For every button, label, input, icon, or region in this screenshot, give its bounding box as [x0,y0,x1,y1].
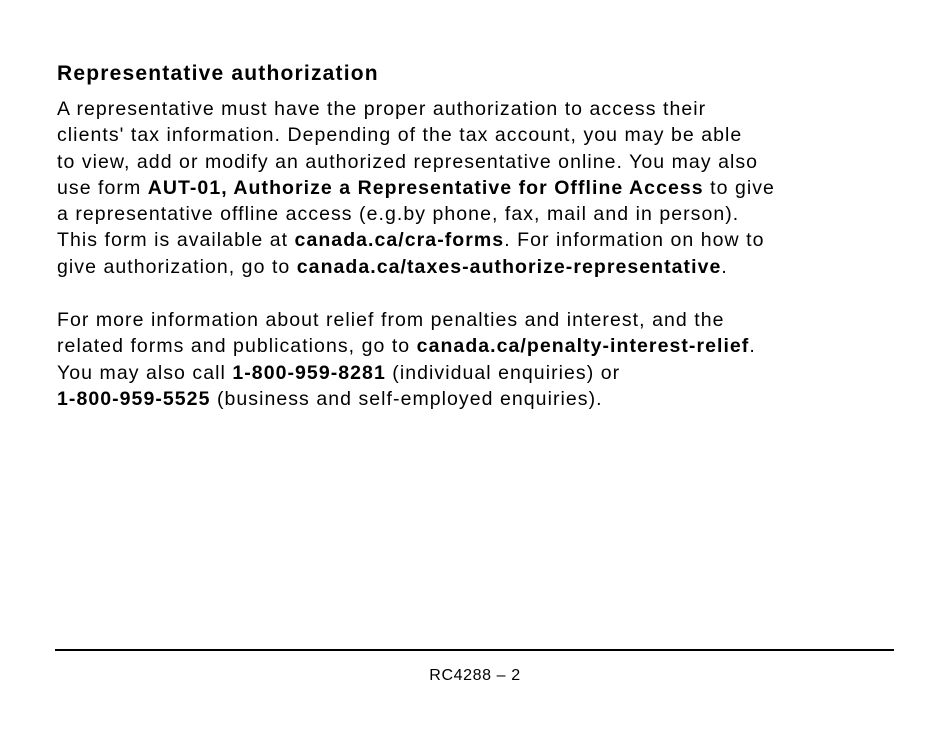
paragraph-line: clients' tax information. Depending of the tax account, you may be able [57,124,743,147]
line-text: . [721,255,728,278]
paragraph-line: to view, add or modify an authorized representative online. You may also [57,150,759,173]
paragraph-line [57,254,775,280]
section-heading: Representative authorization [57,62,379,85]
relief-info-paragraph [57,307,756,412]
line-text: related forms and publications, go to [57,335,417,358]
paragraph-line: For more information about relief from penalties and interest, and the [57,309,725,331]
paragraph-line: a representative offline access (e.g.by phone, fax, mail and in person). [57,203,740,226]
page-footer: RC4288 – 2 [429,667,521,684]
authorize-representative-link[interactable]: canada.ca/taxes-authorize-representative [296,255,722,278]
line-text: . [749,335,756,358]
forms-link[interactable]: canada.ca/cra-forms [294,229,505,252]
paragraph-line [57,333,756,359]
paragraph-line [57,227,775,253]
paragraph-line [57,386,756,412]
line-text: to give [703,176,775,199]
paragraph-line [57,360,756,386]
line-text: . For information on how to [504,229,765,252]
line-text: You may also call [57,361,233,384]
authorization-paragraph [57,96,775,280]
individual-phone-number: 1-800-959-8281 [232,361,386,384]
line-text: (business and self-employed enquiries). [210,387,603,410]
footer-divider [55,649,894,651]
form-name: AUT-01, Authorize a Representative for Offline Access [147,176,704,199]
line-text: This form is available at [57,229,295,252]
line-text: (individual enquiries) or [385,361,621,384]
line-text: use form [57,176,148,199]
paragraph-line: A representative must have the proper authorization to access their [57,98,707,120]
line-text: give authorization, go to [57,255,297,278]
penalty-relief-link[interactable]: canada.ca/penalty-interest-relief [416,335,750,358]
paragraph-line [57,175,775,201]
business-phone-number: 1-800-959-5525 [57,387,211,410]
